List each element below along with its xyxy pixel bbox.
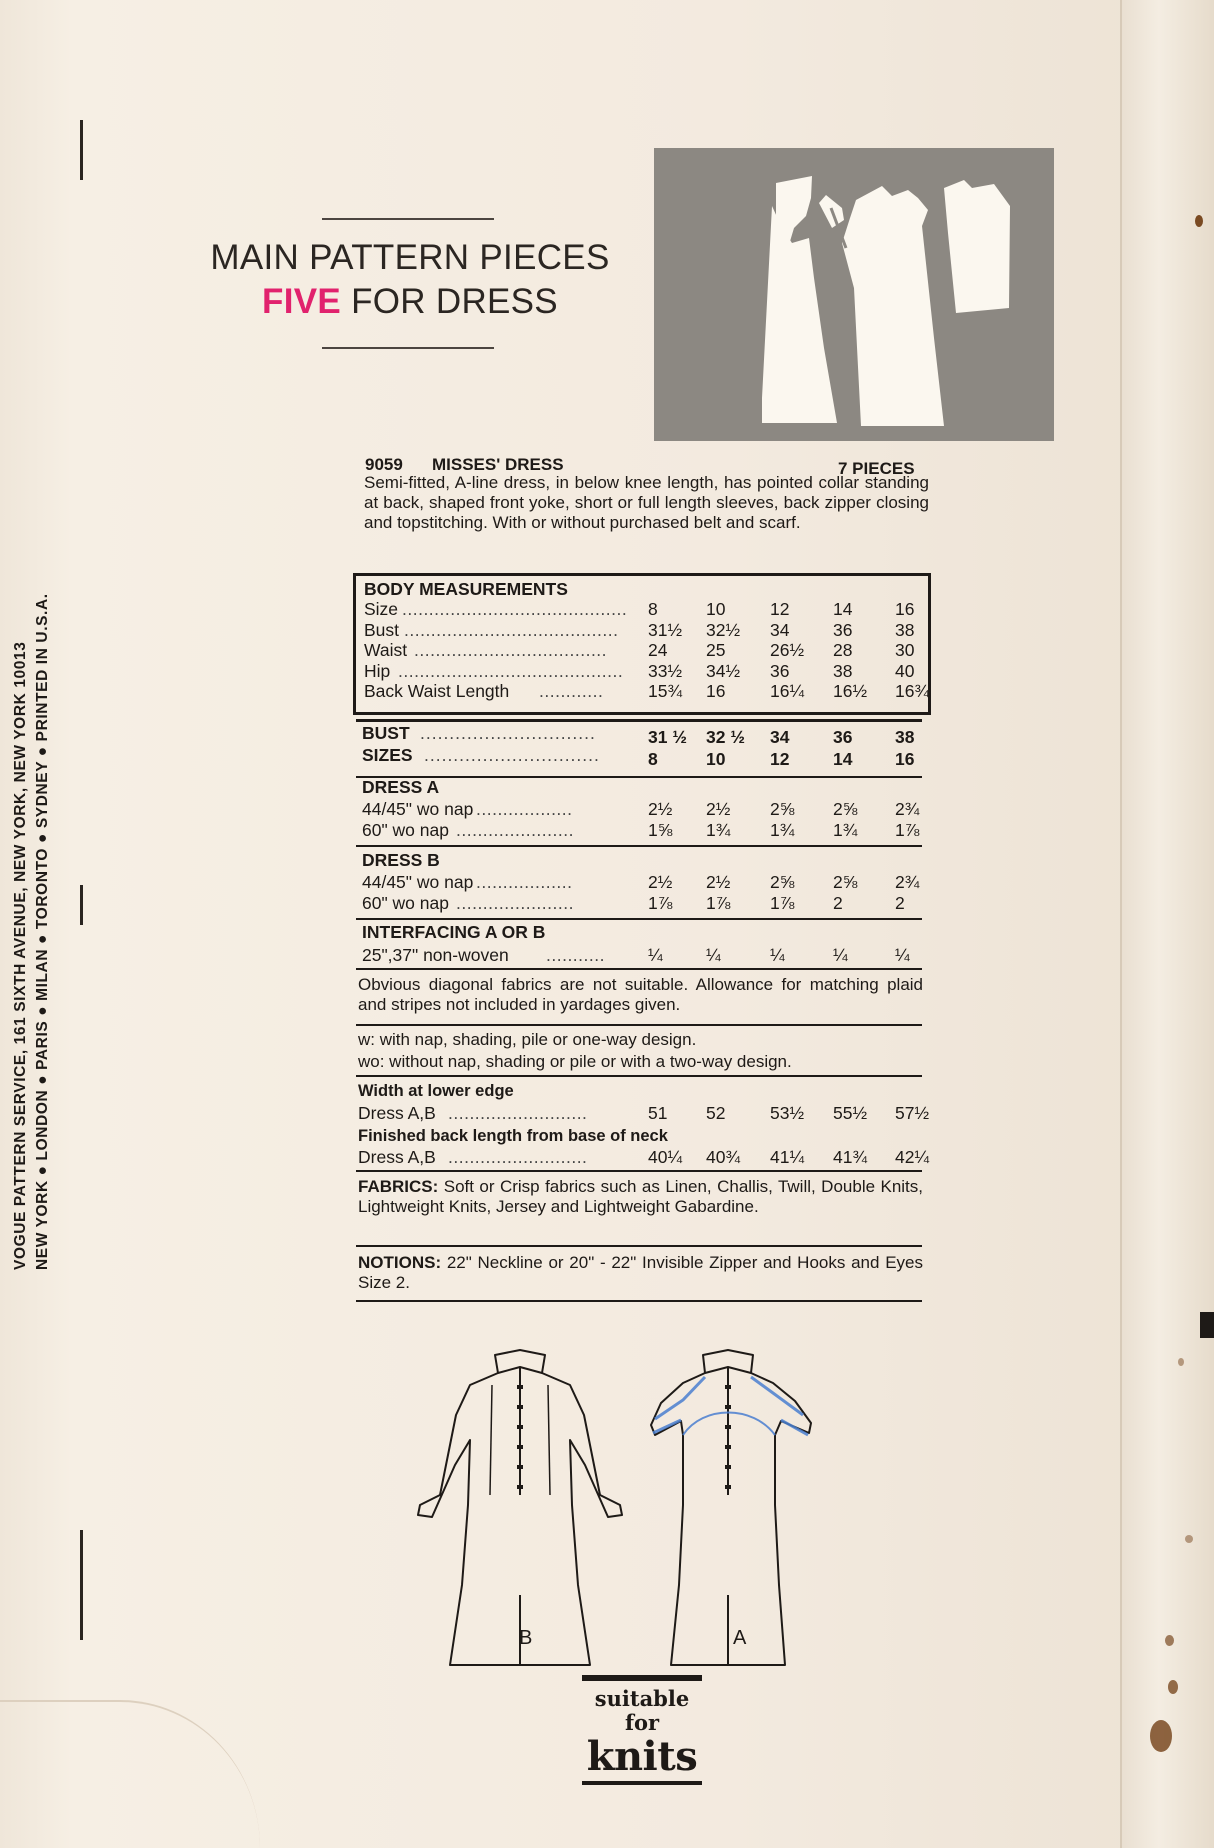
size-0-value: 15¾ — [648, 681, 683, 701]
size-0-value: ¼ — [648, 945, 663, 965]
size-2-value: 16¼ — [770, 681, 805, 701]
size-2-value: 1⅞ — [770, 893, 795, 913]
badge-top-bar — [582, 1675, 702, 1681]
bust-4-value: 38 — [895, 727, 915, 747]
size-2-value: ¼ — [770, 945, 785, 965]
size-2-value: 2⅝ — [770, 799, 795, 819]
publisher-address — [10, 490, 84, 1270]
size-4-value: 38 — [895, 619, 915, 640]
row-label: 44/45" wo nap — [362, 799, 474, 819]
size-1-value: 40¾ — [706, 1147, 741, 1167]
size-0-value: 51 — [648, 1103, 668, 1123]
size-3-label: 14 — [833, 749, 853, 769]
row-label: 44/45" wo nap — [362, 872, 474, 892]
size-0-label: 8 — [648, 749, 658, 769]
size-3-value: 55½ — [833, 1103, 868, 1123]
bust-1-value: 32 ½ — [706, 727, 745, 747]
view-a-illustration — [643, 1345, 823, 1670]
size-2-value: 26½ — [770, 640, 805, 660]
size-0-value: 1⅝ — [648, 820, 673, 840]
size-1-value: 32½ — [706, 619, 741, 640]
fabrics-label: FABRICS: — [358, 1177, 439, 1196]
size-2-value: 1¾ — [770, 820, 795, 840]
row-label: Dress A,B — [358, 1147, 436, 1167]
row-label: Back Waist Length — [364, 681, 510, 701]
bust-0-value: 31 ½ — [648, 727, 687, 747]
header-rule-bottom — [322, 347, 494, 349]
row-label: 60" wo nap — [362, 820, 449, 840]
fabrics-note — [358, 1177, 923, 1217]
without-nap-note: wo: without nap, shading or pile or with a two-way design. — [358, 1052, 792, 1071]
dress-a-title: DRESS A — [362, 777, 440, 797]
row-leader: .................................... — [414, 640, 608, 660]
row-leader: ........... — [546, 945, 605, 965]
paper-stain — [1195, 215, 1203, 227]
pattern-number: 9059 — [365, 455, 403, 474]
divider — [356, 719, 922, 722]
row-leader: ...................... — [456, 893, 574, 913]
piece-back — [842, 186, 944, 426]
row-label: Waist — [364, 640, 408, 660]
row-leader: .......................... — [448, 1147, 588, 1167]
size-4-value: 42¼ — [895, 1147, 930, 1167]
divider — [356, 968, 922, 970]
row-leader: .......................... — [448, 1103, 588, 1123]
size-0-value: 2½ — [648, 799, 673, 819]
body-measurements-title: BODY MEASUREMENTS — [364, 579, 568, 599]
size-1-value: 1¾ — [706, 820, 731, 840]
size-3-value: 14 — [833, 599, 853, 619]
size-4-value: 2¾ — [895, 799, 920, 819]
size-3-value: 38 — [833, 660, 853, 681]
size-3-value: 2⅝ — [833, 872, 858, 892]
size-0-value: 1⅞ — [648, 893, 673, 913]
size-4-value: 16 — [895, 599, 915, 619]
suitable-for-knits-badge — [582, 1675, 702, 1790]
size-2-value: 34 — [770, 619, 790, 640]
divider — [356, 1245, 922, 1247]
divider — [356, 776, 922, 778]
row-leader: .......................................... — [398, 660, 624, 681]
size-4-label: 16 — [895, 749, 915, 769]
header-rule-top — [322, 218, 494, 220]
bust-leader: .............................. — [420, 723, 596, 743]
size-4-value: 30 — [895, 640, 915, 660]
size-3-value: 28 — [833, 640, 853, 660]
row-leader: .................. — [476, 872, 573, 892]
divider — [356, 1024, 922, 1026]
bust-3-value: 36 — [833, 727, 853, 747]
sizes-leader: .............................. — [424, 745, 600, 765]
size-1-value: 2½ — [706, 872, 731, 892]
size-2-value: 12 — [770, 599, 790, 619]
piece-sleeve — [944, 180, 1010, 313]
paper-stain — [1165, 1635, 1174, 1646]
diagonal-fabric-note: Obvious diagonal fabrics are not suitable. Allowance for matching plaid and stripes not included in yardages given. — [358, 975, 923, 1014]
paper-stain — [1168, 1680, 1178, 1694]
row-label: Dress A,B — [358, 1103, 436, 1123]
size-1-label: 10 — [706, 749, 726, 769]
sizes-label: SIZES — [362, 745, 413, 765]
size-4-value: 2¾ — [895, 872, 920, 892]
pattern-name: MISSES' DRESS — [432, 455, 564, 474]
binding-mark — [80, 1530, 83, 1640]
envelope-flap-edge — [1120, 0, 1214, 1848]
size-0-value: 24 — [648, 640, 668, 660]
size-0-value: 33½ — [648, 660, 683, 681]
badge-bottom-bar — [582, 1781, 702, 1785]
with-nap-note: w: with nap, shading, pile or one-way design. — [358, 1030, 697, 1049]
publisher-line-2: NEW YORK ● LONDON ● PARIS ● MILAN ● TORONTO ● SYDNEY ● PRINTED IN U.S.A. — [34, 593, 51, 1270]
row-leader: ...................... — [456, 820, 574, 840]
size-1-value: 10 — [706, 599, 726, 619]
notions-text: 22" Neckline or 20" - 22" Invisible Zipper and Hooks and Eyes Size 2. — [358, 1253, 923, 1292]
size-1-value: 1⅞ — [706, 893, 731, 913]
row-label: 60" wo nap — [362, 893, 449, 913]
piece-front — [762, 206, 837, 423]
pattern-pieces-diagram — [654, 148, 1054, 441]
dress-b-title: DRESS B — [362, 850, 440, 870]
paper-stain — [1178, 1358, 1184, 1366]
fabrics-text: Soft or Crisp fabrics such as Linen, Challis, Twill, Double Knits, Lightweight Knits, Jersey and Lightweight Gabardine. — [358, 1177, 924, 1216]
size-4-value: 57½ — [895, 1103, 930, 1123]
divider — [356, 1170, 922, 1172]
size-4-value: ¼ — [895, 945, 910, 965]
binding-mark — [80, 120, 83, 180]
size-1-value: 16 — [706, 681, 726, 701]
bust-2-value: 34 — [770, 727, 790, 747]
row-leader: ........................................ — [404, 619, 619, 640]
width-lower-edge-title: Width at lower edge — [358, 1082, 514, 1100]
row-label: Size — [364, 599, 399, 619]
row-leader: .......................................... — [402, 599, 628, 619]
row-label: Hip — [364, 660, 391, 681]
paper-stain — [1150, 1720, 1172, 1752]
interfacing-title: INTERFACING A OR B — [362, 922, 546, 942]
heading-line-2-rest: FOR DRESS — [351, 282, 558, 321]
bust-label: BUST — [362, 723, 410, 743]
main-pattern-pieces-heading — [190, 236, 630, 324]
publisher-line-1: VOGUE PATTERN SERVICE, 161 SIXTH AVENUE, NEW YORK, NEW YORK 10013 — [12, 641, 29, 1270]
pattern-description: Semi-fitted, A-line dress, in below knee length, has pointed collar standing at back, shaped front yoke, short or full length sleeves, back zipper closing and topstitching. With or without purchased belt and scarf. — [364, 473, 929, 532]
piece-count: FIVE — [262, 282, 342, 321]
size-4-value: 1⅞ — [895, 820, 920, 840]
edge-mark — [1200, 1312, 1214, 1338]
size-3-value: ¼ — [833, 945, 848, 965]
size-0-value: 2½ — [648, 872, 673, 892]
pattern-piece-count: 7 PIECES — [838, 459, 915, 478]
size-3-value: 2⅝ — [833, 799, 858, 819]
row-label: Bust — [364, 619, 400, 640]
badge-line-3: knits — [586, 1733, 698, 1780]
row-leader: .................. — [476, 799, 573, 819]
size-0-value: 31½ — [648, 619, 683, 640]
size-2-label: 12 — [770, 749, 790, 769]
size-1-value: 25 — [706, 640, 726, 660]
size-3-value: 41¾ — [833, 1147, 868, 1167]
notions-label: NOTIONS: — [358, 1253, 442, 1272]
size-2-value: 53½ — [770, 1103, 805, 1123]
divider — [356, 918, 922, 920]
size-4-value: 40 — [895, 660, 915, 681]
divider — [356, 845, 922, 847]
heading-line-1: MAIN PATTERN PIECES — [210, 238, 610, 277]
size-2-value: 36 — [770, 660, 790, 681]
badge-line-2: for — [624, 1710, 660, 1735]
size-1-value: 52 — [706, 1103, 726, 1123]
size-3-value: 2 — [833, 893, 843, 913]
badge-line-1: suitable — [594, 1686, 690, 1711]
size-0-value: 40¼ — [648, 1147, 683, 1167]
view-a-label: A — [733, 1627, 747, 1649]
divider — [356, 1075, 922, 1077]
size-2-value: 41¼ — [770, 1147, 805, 1167]
size-3-value: 1¾ — [833, 820, 858, 840]
row-label: 25",37" non-woven — [362, 945, 509, 965]
divider — [356, 1300, 922, 1302]
size-3-value: 36 — [833, 619, 853, 640]
size-1-value: 2½ — [706, 799, 731, 819]
finished-back-length-title: Finished back length from base of neck — [358, 1127, 668, 1145]
view-b-label: B — [519, 1627, 533, 1649]
paper-stain — [1185, 1535, 1193, 1543]
size-0-value: 8 — [648, 599, 658, 619]
size-4-value: 2 — [895, 893, 905, 913]
size-1-value: ¼ — [706, 945, 721, 965]
size-2-value: 2⅝ — [770, 872, 795, 892]
notions-note — [358, 1253, 923, 1293]
size-3-value: 16½ — [833, 681, 868, 701]
view-b-illustration — [410, 1345, 630, 1670]
size-4-value: 16¾ — [895, 681, 930, 701]
row-leader: ............ — [539, 681, 604, 701]
heading-line-2 — [190, 280, 630, 324]
size-1-value: 34½ — [706, 660, 741, 681]
